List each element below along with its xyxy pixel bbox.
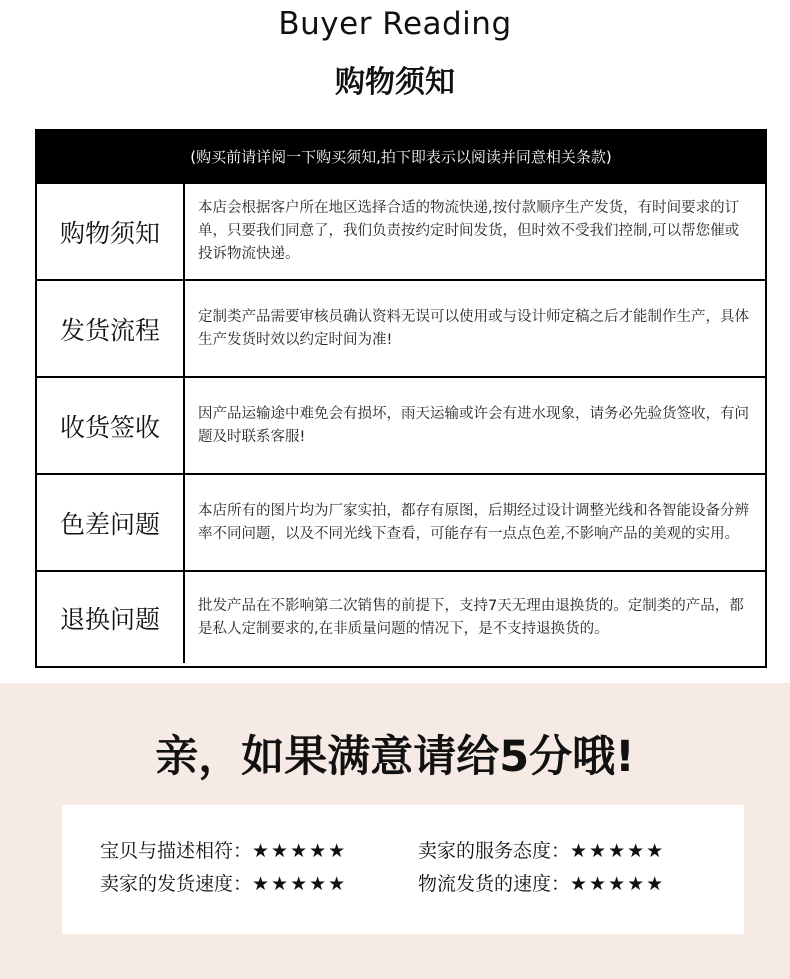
notice-row-text: 本店所有的图片均为厂家实拍，都存有原图，后期经过设计调整光线和各智能设备分辨率不同问题，以及不同光线下查看，可能存有一点点色差,不影响产品的美观的实用。: [198, 502, 749, 542]
notice-row: [37, 182, 765, 279]
rating-item: [100, 869, 347, 896]
notice-row-label: 发货流程: [37, 281, 185, 376]
notice-row: [37, 279, 765, 376]
rating-item-label: 卖家的服务态度：: [418, 840, 571, 862]
notice-row-text: 本店会根据客户所在地区选择合适的物流快递,按付款顺序生产发货，有时间要求的订单，只要我们同意了，我们负责按约定时间发货，但时效不受我们控制,可以帮您催或投诉物流快递。: [198, 200, 740, 262]
rating-item: [418, 869, 665, 896]
notice-row-label: 购物须知: [37, 184, 185, 279]
notice-row-text: 定制类产品需要审核员确认资料无误可以使用或与设计师定稿之后才能制作生产，具体生产发货时效以约定时间为准!: [198, 308, 749, 348]
rating-item-label: 物流发货的速度：: [418, 873, 571, 895]
notice-row: [37, 376, 765, 473]
rating-item: [100, 836, 347, 863]
notice-row-text: 因产品运输途中难免会有损坏，雨天运输或许会有进水现象，请务必先验货签收，有问题及时联系客服!: [198, 405, 749, 445]
star-rating-icon: ★★★★★: [570, 840, 666, 862]
rating-item: [418, 836, 665, 863]
notice-row: [37, 570, 765, 663]
notice-table: [35, 129, 767, 668]
rating-item-label: 卖家的发货速度：: [100, 873, 253, 895]
notice-row-label: 退换问题: [37, 572, 185, 663]
notice-row-label: 色差问题: [37, 475, 185, 570]
star-rating-icon: ★★★★★: [252, 873, 348, 895]
star-rating-icon: ★★★★★: [570, 873, 666, 895]
rating-headline: 亲，如果满意请给5分哦!: [155, 732, 635, 782]
star-rating-icon: ★★★★★: [252, 840, 348, 862]
page-title-cn: 购物须知: [335, 65, 455, 100]
rating-section: [0, 683, 790, 979]
rating-item-label: 宝贝与描述相符：: [100, 840, 253, 862]
notice-row: [37, 473, 765, 570]
rating-box: [62, 805, 744, 934]
notice-row-text: 批发产品在不影响第二次销售的前提下，支持7天无理由退换货的。定制类的产品，都是私人定制要求的,在非质量问题的情况下，是不支持退换货的。: [198, 597, 744, 637]
notice-row-label: 收货签收: [37, 378, 185, 473]
page-title-en: Buyer Reading: [278, 6, 512, 42]
notice-banner: (购买前请详阅一下购买须知,拍下即表示以阅读并同意相关条款): [37, 131, 765, 182]
